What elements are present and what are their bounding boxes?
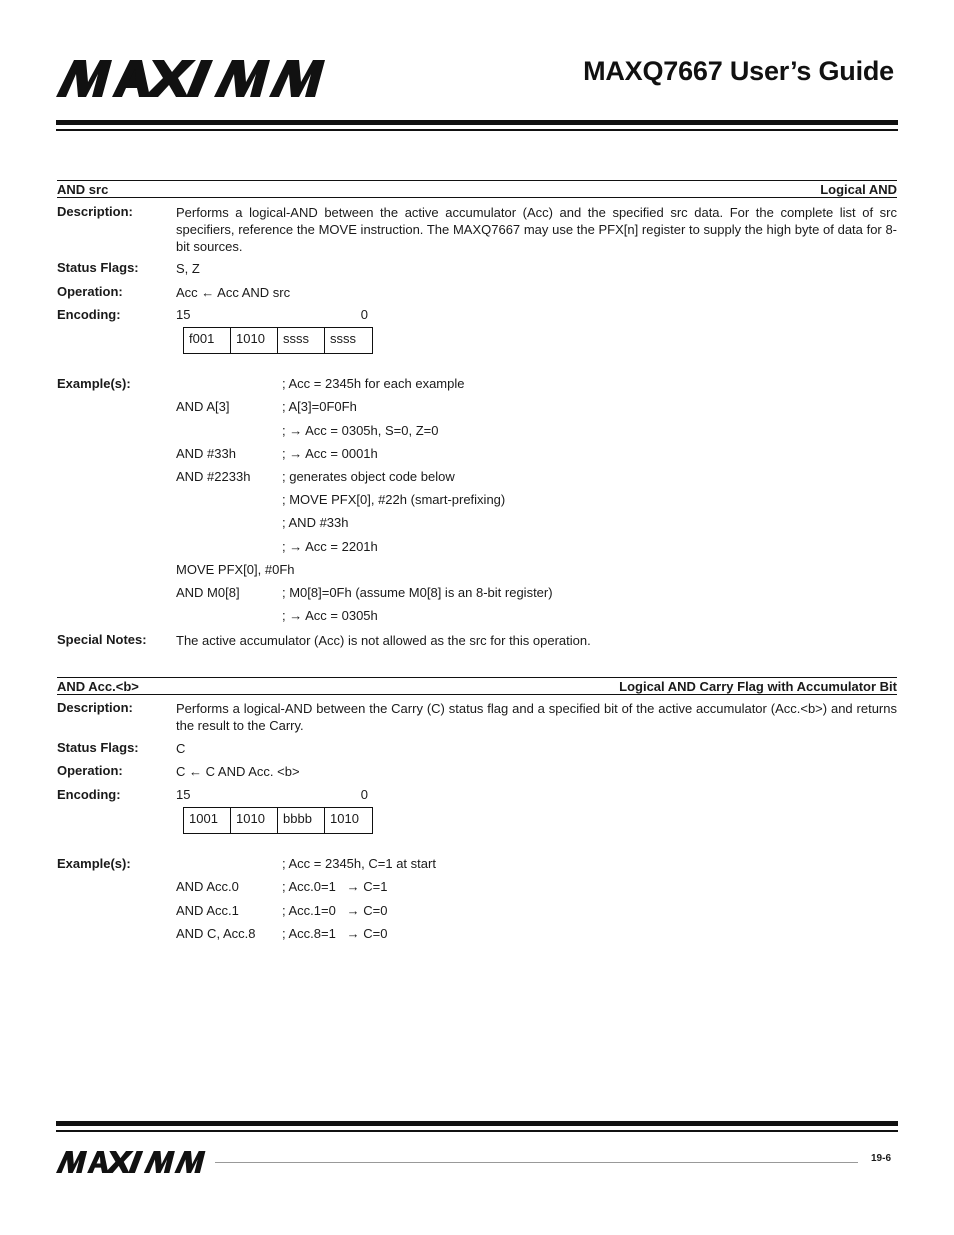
encoding-high-bit: 15 <box>176 787 191 802</box>
example-code: AND #2233h <box>176 469 251 484</box>
operation-value: C ← C AND Acc. <b> <box>176 764 300 779</box>
example-comment: ; AND #33h <box>282 515 349 530</box>
example-line <box>176 856 876 873</box>
status-flags-label: Status Flags: <box>57 260 139 275</box>
example-line <box>176 585 876 602</box>
header-rule-thin <box>56 129 898 131</box>
example-code: AND A[3] <box>176 399 230 414</box>
description-text: Performs a logical-AND between the active accumulator (Acc) and the specified src data. For the complete list of src specifiers, reference the MOVE instruction. The MAXQ7667 may use the PFX[n] register to supply the high byte of data for 8-bit sources. <box>176 205 897 254</box>
example-code: AND Acc.1 <box>176 903 239 918</box>
encoding-label: Encoding: <box>57 787 121 802</box>
example-line <box>176 903 876 920</box>
encoding-field: f001 <box>184 328 231 353</box>
encoding-box <box>183 327 373 354</box>
section-header <box>57 180 897 198</box>
operation-label: Operation: <box>57 763 123 778</box>
encoding-field: 1010 <box>231 328 278 353</box>
example-comment: ; → Acc = 2201h <box>282 539 378 554</box>
footer-rule-thin <box>56 1130 898 1132</box>
example-comment: ; Acc.0=1 → C=1 <box>282 879 388 894</box>
example-comment: ; Acc.1=0 → C=0 <box>282 903 388 918</box>
examples-label: Example(s): <box>57 376 131 391</box>
example-comment: ; Acc = 2345h, C=1 at start <box>282 856 436 871</box>
instruction-mnemonic: AND src <box>57 182 109 197</box>
encoding-field: 1010 <box>231 808 278 833</box>
encoding-box <box>183 807 373 834</box>
maxim-logo-footer <box>56 1151 206 1173</box>
operation-value: Acc ← Acc AND src <box>176 285 291 300</box>
examples-label: Example(s): <box>57 856 131 871</box>
example-line <box>176 446 876 463</box>
status-flags-label: Status Flags: <box>57 740 139 755</box>
instruction-name: Logical AND <box>820 182 897 197</box>
example-line <box>176 423 876 440</box>
example-comment: ; Acc = 2345h for each example <box>282 376 465 391</box>
example-line <box>176 926 876 943</box>
example-line <box>176 492 876 509</box>
instruction-and-src <box>57 180 897 648</box>
encoding-field: 1001 <box>184 808 231 833</box>
maxim-logo <box>56 60 326 97</box>
encoding-field: bbbb <box>278 808 325 833</box>
description-label: Description: <box>57 204 133 219</box>
example-comment: ; A[3]=0F0Fh <box>282 399 357 414</box>
example-comment: ; generates object code below <box>282 469 455 484</box>
example-code: AND #33h <box>176 446 236 461</box>
example-comment: ; MOVE PFX[0], #22h (smart-prefixing) <box>282 492 506 507</box>
section-header <box>57 677 897 695</box>
example-comment: ; → Acc = 0305h <box>282 608 378 623</box>
example-line <box>176 469 876 486</box>
instruction-and-acc-bit <box>57 677 897 941</box>
status-flags-value: C <box>176 741 186 756</box>
header-rule <box>56 120 898 125</box>
example-line <box>176 376 876 393</box>
operation-label: Operation: <box>57 284 123 299</box>
encoding-low-bit: 0 <box>360 787 368 802</box>
instruction-mnemonic: AND Acc.<b> <box>57 679 139 694</box>
status-flags-value: S, Z <box>176 261 200 276</box>
example-line <box>176 608 876 625</box>
special-notes-label: Special Notes: <box>57 632 147 647</box>
special-notes-text: The active accumulator (Acc) is not allowed as the src for this operation. <box>176 633 591 648</box>
example-comment: ; → Acc = 0001h <box>282 446 378 461</box>
encoding-high-bit: 15 <box>176 307 191 322</box>
document-title: MAXQ7667 User’s Guide <box>583 56 894 86</box>
example-code: AND Acc.0 <box>176 879 239 894</box>
example-line <box>176 399 876 416</box>
example-line <box>176 539 876 556</box>
example-comment: ; Acc.8=1 → C=0 <box>282 926 388 941</box>
instruction-name: Logical AND Carry Flag with Accumulator Bit <box>619 679 897 694</box>
description-text: Performs a logical-AND between the Carry (C) status flag and a specified bit of the active accumulator (Acc.<b>) and returns the result to the Carry. <box>176 701 897 733</box>
page-number: 19-6 <box>870 1153 891 1164</box>
example-line <box>176 562 876 579</box>
example-code: MOVE PFX[0], #0Fh <box>176 562 295 577</box>
example-line <box>176 879 876 896</box>
example-comment: ; → Acc = 0305h, S=0, Z=0 <box>282 423 439 438</box>
encoding-field: ssss <box>278 328 325 353</box>
encoding-label: Encoding: <box>57 307 121 322</box>
example-comment: ; M0[8]=0Fh (assume M0[8] is an 8-bit register) <box>282 585 553 600</box>
encoding-low-bit: 0 <box>360 307 368 322</box>
example-code: AND M0[8] <box>176 585 240 600</box>
example-line <box>176 515 876 532</box>
footer-rule <box>56 1121 898 1126</box>
example-code: AND C, Acc.8 <box>176 926 256 941</box>
encoding-field: 1010 <box>330 811 359 826</box>
footer-divider <box>215 1162 858 1163</box>
encoding-field: ssss <box>330 331 356 346</box>
description-label: Description: <box>57 700 133 715</box>
